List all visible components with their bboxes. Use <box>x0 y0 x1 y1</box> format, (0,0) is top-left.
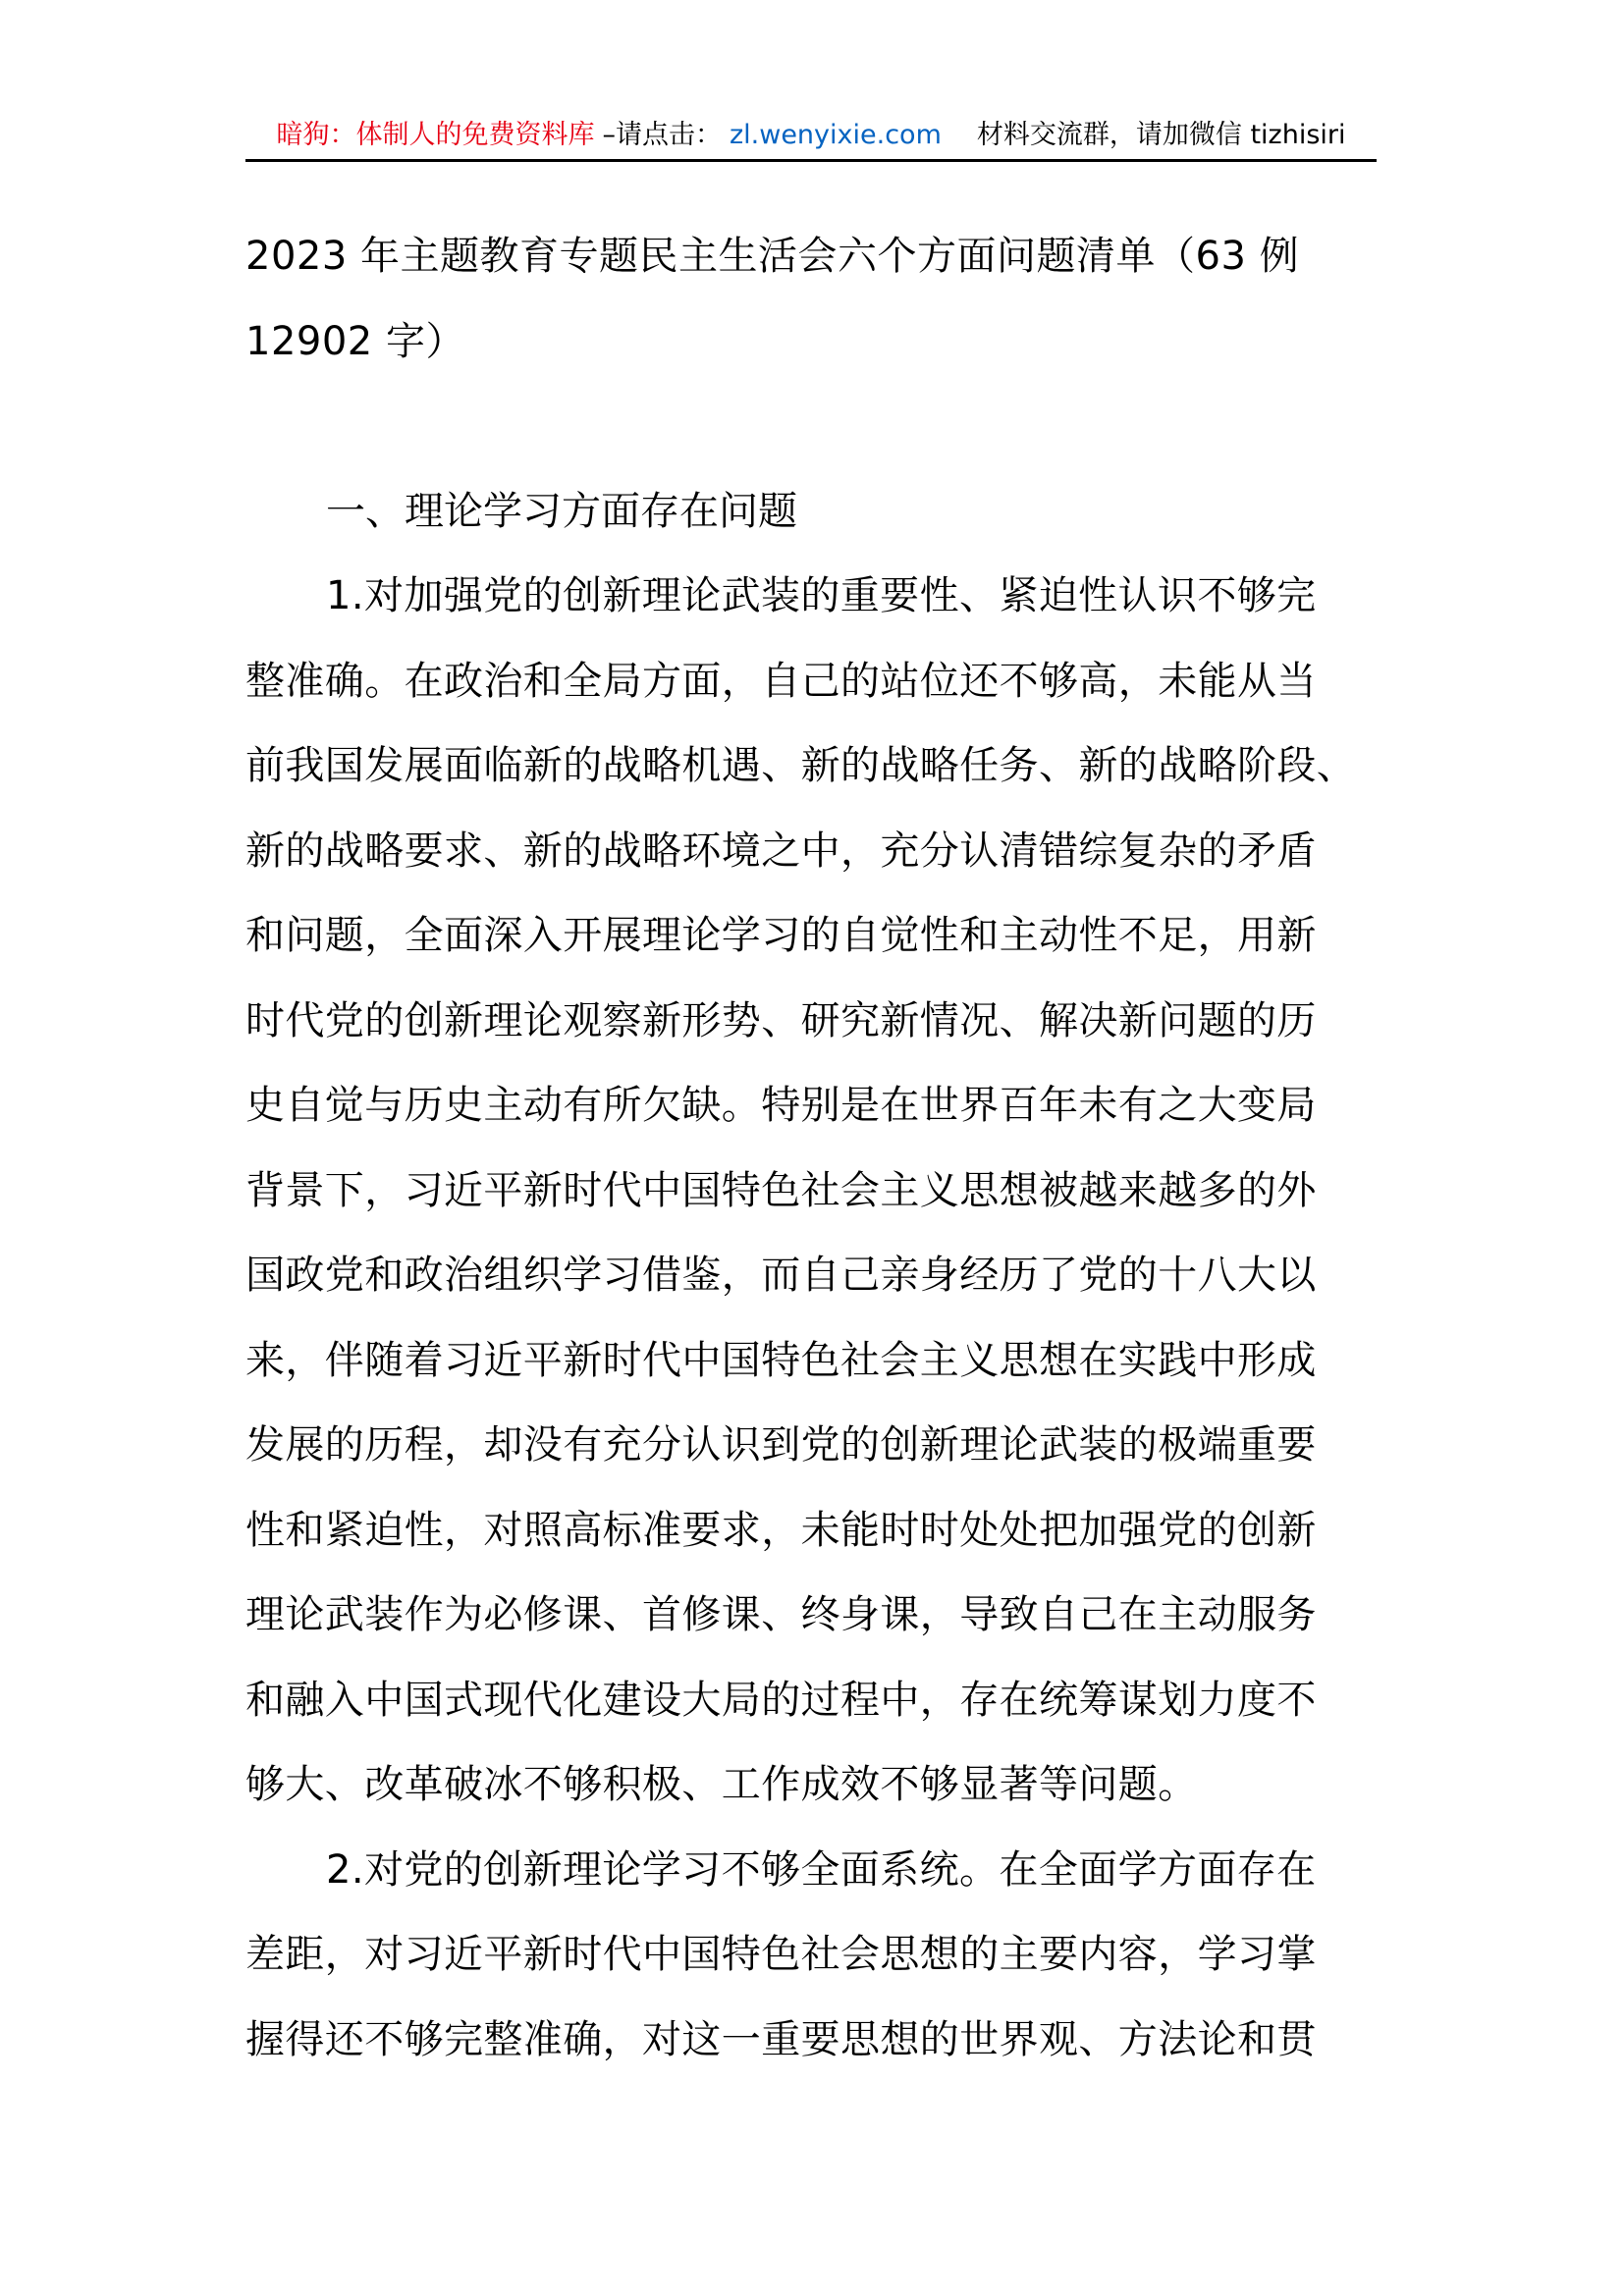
problem-item-1 <box>245 554 1384 1828</box>
paragraph-line: 和问题，全面深入开展理论学习的自觉性和主动性不足，用新 <box>245 913 1317 958</box>
paragraph-line: 够大、改革破冰不够积极、工作成效不够显著等问题。 <box>245 1762 1198 1807</box>
paragraph-line: 前我国发展面临新的战略机遇、新的战略任务、新的战略阶段、 <box>245 743 1357 788</box>
paragraph-line: 2.对党的创新理论学习不够全面系统。在全面学方面存在 <box>326 1846 1317 1893</box>
paragraph-line: 差距，对习近平新时代中国特色社会思想的主要内容，学习掌 <box>245 1932 1317 1977</box>
paragraph-line: 性和紧迫性，对照高标准要求，未能时时处处把加强党的创新 <box>245 1507 1317 1553</box>
section-heading: 一、理论学习方面存在问题 <box>326 488 797 534</box>
document-title <box>245 214 1384 384</box>
header-site-link[interactable]: zl.wenyixie.com <box>729 120 942 150</box>
paragraph-line: 时代党的创新理论观察新形势、研究新情况、解决新问题的历 <box>245 997 1317 1043</box>
header-click-prompt: –请点击： <box>602 120 722 150</box>
paragraph-line: 来，伴随着习近平新时代中国特色社会主义思想在实践中形成 <box>245 1337 1317 1383</box>
paragraph-line: 1.对加强党的创新理论武装的重要性、紧迫性认识不够完 <box>326 573 1317 618</box>
document-body <box>245 214 1384 2082</box>
paragraph-line: 握得还不够完整准确，对这一重要思想的世界观、方法论和贯 <box>245 2016 1317 2062</box>
title-line: 12902 字） <box>245 318 465 364</box>
header-wechat-note: 材料交流群，请加微信 tizhisiri <box>976 120 1346 150</box>
title-line: 2023 年主题教育专题民主生活会六个方面问题清单（63 例 <box>245 234 1300 279</box>
paragraph-line: 和融入中国式现代化建设大局的过程中，存在统筹谋划力度不 <box>245 1677 1317 1723</box>
paragraph-line: 背景下，习近平新时代中国特色社会主义思想被越来越多的外 <box>245 1167 1317 1213</box>
page-header-watermark <box>245 116 1377 162</box>
paragraph-line: 国政党和政治组织学习借鉴，而自己亲身经历了党的十八大以 <box>245 1253 1317 1298</box>
header-brand-text: 暗狗：体制人的免费资料库 <box>276 120 595 150</box>
problem-item-2 <box>245 1828 1384 2083</box>
paragraph-line: 史自觉与历史主动有所欠缺。特别是在世界百年未有之大变局 <box>245 1083 1317 1128</box>
paragraph-line: 发展的历程，却没有充分认识到党的创新理论武装的极端重要 <box>245 1422 1317 1468</box>
paragraph-line: 整准确。在政治和全局方面，自己的站位还不够高，未能从当 <box>245 658 1317 704</box>
paragraph-line: 理论武装作为必修课、首修课、终身课，导致自己在主动服务 <box>245 1592 1317 1637</box>
paragraph-line: 新的战略要求、新的战略环境之中，充分认清错综复杂的矛盾 <box>245 828 1317 874</box>
